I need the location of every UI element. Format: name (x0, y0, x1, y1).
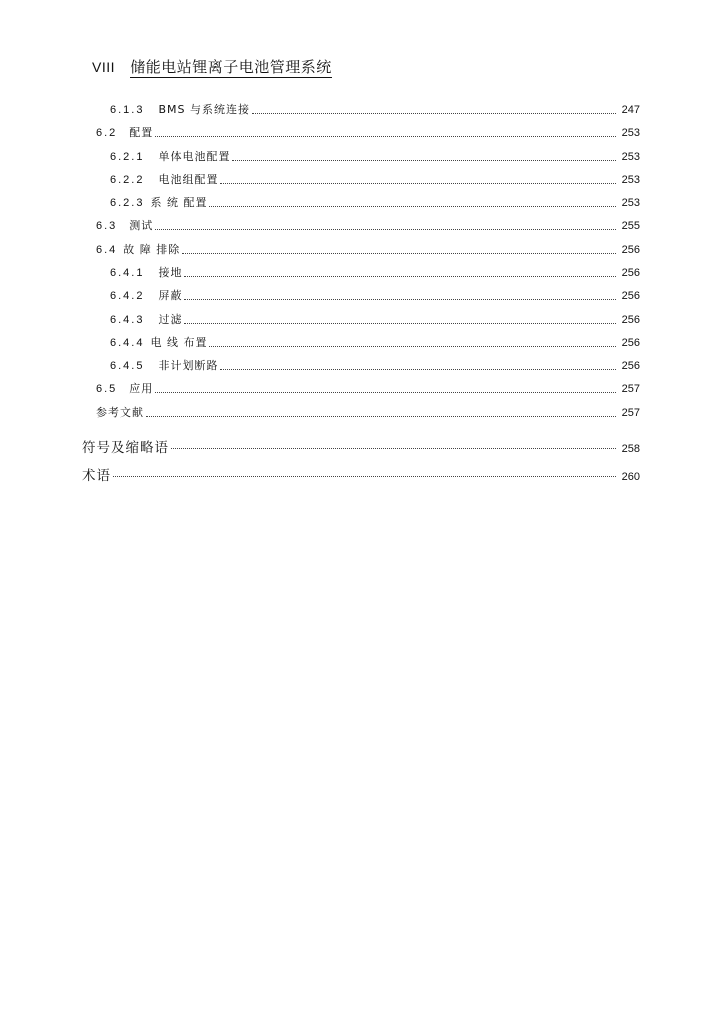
toc-entry-6-4-3[interactable] (110, 311, 640, 329)
toc-entry-number: 6.4.1 (110, 267, 145, 279)
toc-entry-label: 接地 (158, 266, 183, 279)
leader-dots (220, 369, 616, 370)
leader-dots (209, 206, 616, 207)
toc-entry-label: 非计划断路 (158, 359, 219, 372)
toc-entry-number: 6.1.3 (110, 104, 145, 116)
leader-dots (209, 346, 616, 347)
leader-dots (184, 299, 616, 300)
toc-entry-page: 256 (621, 244, 640, 256)
toc-entry-number: 6.4.4 (110, 337, 145, 349)
toc-entry-label: 系 统 配置 (150, 196, 208, 209)
toc-entry-references[interactable] (96, 404, 640, 422)
toc-entry-label: 电 线 布置 (150, 336, 208, 349)
toc-entry-label: 电池组配置 (158, 173, 219, 186)
toc-entry-6-2[interactable] (96, 124, 640, 142)
toc-entry-label: 过滤 (158, 313, 183, 326)
leader-dots (113, 476, 616, 477)
toc-entry-number: 6.2.3 (110, 197, 145, 209)
running-header (92, 56, 332, 77)
toc-entry-label: 单体电池配置 (158, 150, 231, 163)
toc-entry-label: 术语 (82, 468, 111, 484)
toc-entry-6-2-1[interactable] (110, 148, 640, 166)
toc-entry-6-4-5[interactable] (110, 357, 640, 375)
toc-entry-label: 屏蔽 (158, 289, 183, 302)
leader-dots (184, 276, 616, 277)
leader-dots (220, 183, 616, 184)
toc-entry-number: 6.3 (96, 220, 118, 232)
toc-entry-label: 故 障 排除 (123, 243, 181, 256)
leader-dots (252, 113, 616, 114)
toc-entry-page: 256 (621, 267, 640, 279)
book-title: 储能电站锂离子电池管理系统 (130, 58, 332, 76)
toc-entry-6-5[interactable] (96, 380, 640, 398)
toc-entry-6-4[interactable] (96, 241, 640, 259)
toc-entry-number: 6.2.2 (110, 174, 145, 186)
toc-entry-number: 6.5 (96, 383, 118, 395)
toc-entry-page: 256 (621, 337, 640, 349)
leader-dots (155, 392, 616, 393)
toc-entry-label: BMS 与系统连接 (158, 103, 250, 116)
toc-entry-page: 256 (621, 314, 640, 326)
toc-entry-number: 6.2 (96, 127, 118, 139)
toc-entry-page: 258 (621, 443, 640, 455)
toc-entry-label: 应用 (129, 382, 154, 395)
toc-entry-page: 253 (621, 174, 640, 186)
toc-entry-6-4-1[interactable] (110, 264, 640, 282)
toc-entry-page: 255 (621, 220, 640, 232)
toc-entry-symbols-abbreviations[interactable] (82, 436, 640, 454)
toc-entry-terminology[interactable] (82, 464, 640, 482)
toc-entry-6-2-3[interactable] (110, 194, 640, 212)
leader-dots (232, 160, 616, 161)
toc-entry-label: 测试 (129, 219, 154, 232)
toc-entry-number: 6.4.3 (110, 314, 145, 326)
toc-entry-6-4-4[interactable] (110, 334, 640, 352)
leader-dots (171, 448, 616, 449)
toc-entry-6-1-3[interactable] (110, 101, 640, 119)
toc-entry-page: 253 (621, 197, 640, 209)
toc-entry-page: 253 (621, 127, 640, 139)
toc-entry-label: 配置 (129, 126, 154, 139)
leader-dots (155, 136, 616, 137)
toc-entry-6-2-2[interactable] (110, 171, 640, 189)
toc-entry-page: 256 (621, 360, 640, 372)
toc-entry-number: 6.2.1 (110, 151, 145, 163)
toc-entry-page: 247 (621, 104, 640, 116)
toc-entry-label: 符号及缩略语 (82, 440, 169, 456)
toc-entry-number: 6.4.2 (110, 290, 145, 302)
toc-entry-page: 256 (621, 290, 640, 302)
toc-entry-page: 257 (621, 383, 640, 395)
toc-entry-6-4-2[interactable] (110, 287, 640, 305)
leader-dots (184, 323, 616, 324)
leader-dots (146, 416, 616, 417)
toc-entry-page: 257 (621, 407, 640, 419)
leader-dots (155, 229, 616, 230)
page-roman-numeral: VIII (92, 59, 116, 75)
toc-entry-label: 参考文献 (96, 406, 144, 419)
toc-entry-6-3[interactable] (96, 217, 640, 235)
toc-entry-number: 6.4.5 (110, 360, 145, 372)
leader-dots (182, 253, 616, 254)
toc-entry-page: 260 (621, 471, 640, 483)
toc-entry-page: 253 (621, 151, 640, 163)
toc-entry-number: 6.4 (96, 244, 118, 256)
